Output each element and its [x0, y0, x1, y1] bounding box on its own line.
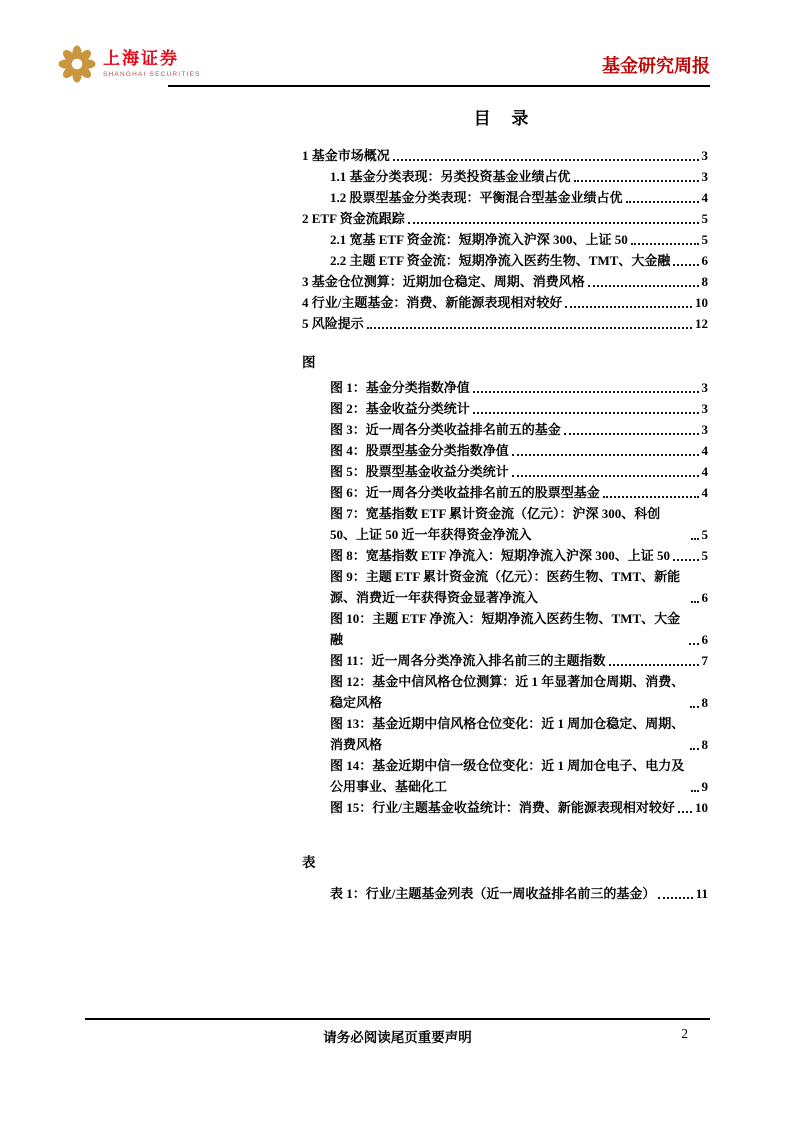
- dot-leader: [512, 475, 699, 477]
- toc-entry-page: 4: [701, 190, 708, 205]
- dot-leader: [690, 748, 699, 750]
- figure-entry-page: 8: [701, 737, 708, 752]
- footer-divider: [85, 1018, 710, 1020]
- figure-entry-page: 6: [701, 590, 708, 605]
- dot-leader: [658, 897, 692, 899]
- figure-entry-label: 图 11：近一周各分类净流入排名前三的主题指数: [330, 653, 606, 668]
- toc-entry-page: 3: [701, 148, 708, 163]
- toc-entry-label: 1.2 股票型基金分类表现：平衡混合型基金业绩占优: [330, 190, 623, 205]
- footer-row: [85, 1026, 710, 1047]
- figure-entry-label: 图 8：宽基指数 ETF 净流入：短期净流入沪深 300、上证 50: [330, 548, 671, 563]
- toc-entry-page: 10: [695, 295, 708, 310]
- figure-list: [302, 377, 708, 818]
- dot-leader: [678, 811, 692, 813]
- figure-entry-page: 4: [701, 485, 708, 500]
- table-entry-label: 表 1：行业/主题基金列表（近一周收益排名前三的基金）: [330, 886, 656, 901]
- figure-entry-page: 4: [701, 443, 708, 458]
- figure-entry: [302, 398, 708, 419]
- toc-entry-label: 5 风险提示: [302, 316, 364, 331]
- figure-entry: [302, 482, 708, 503]
- toc-entry: [302, 187, 708, 208]
- figure-entry-label: 图 12：基金中信风格仓位测算：近 1 年显著加仓周期、消费、稳定风格: [330, 674, 685, 710]
- dot-leader: [408, 222, 699, 224]
- figure-entry: [302, 419, 708, 440]
- dot-leader: [673, 559, 698, 561]
- figure-entry-page: 7: [701, 653, 708, 668]
- toc-entry: [302, 250, 708, 271]
- toc-entry-label: 4 行业/主题基金：消费、新能源表现相对较好: [302, 295, 563, 310]
- toc-entry-page: 5: [701, 211, 708, 226]
- figure-entry-label: 图 3：近一周各分类收益排名前五的基金: [330, 422, 561, 437]
- figure-entry: [302, 440, 708, 461]
- brand-name: 上海证券: [103, 49, 179, 69]
- toc-entry: [302, 313, 708, 334]
- dot-leader: [473, 391, 699, 393]
- table-list: [302, 883, 708, 904]
- brand-name-en: SHANGHAI SECURITIES: [103, 70, 201, 78]
- figure-entry: [302, 650, 708, 671]
- figure-entry-label: 图 1：基金分类指数净值: [330, 380, 470, 395]
- logo-text: [103, 50, 201, 78]
- dot-leader: [631, 243, 699, 245]
- dot-leader: [393, 159, 699, 161]
- figure-entry-label: 图 10：主题 ETF 净流入：短期净流入医药生物、TMT、大金融: [330, 611, 681, 647]
- toc-entry-label: 1 基金市场概况: [302, 148, 390, 163]
- dot-leader: [609, 664, 699, 666]
- figure-entry-page: 4: [701, 464, 708, 479]
- header-divider: [168, 85, 710, 87]
- figure-entry: [302, 566, 708, 608]
- figure-entry-label: 图 4：股票型基金分类指数净值: [330, 443, 509, 458]
- toc-entry-label: 1.1 基金分类表现：另类投资基金业绩占优: [330, 169, 571, 184]
- figure-entry-label: 图 6：近一周各分类收益排名前五的股票型基金: [330, 485, 600, 500]
- toc-entry: [302, 166, 708, 187]
- dot-leader: [603, 496, 699, 498]
- figure-entry-label: 图 13：基金近期中信风格仓位变化：近 1 周加仓稳定、周期、消费风格: [330, 716, 685, 752]
- toc-entry: [302, 292, 708, 313]
- figure-entry: [302, 608, 708, 650]
- dot-leader: [626, 201, 699, 203]
- figure-entry-page: 5: [701, 548, 708, 563]
- toc-entry-page: 5: [701, 232, 708, 247]
- dot-leader: [691, 601, 699, 603]
- dot-leader: [588, 285, 699, 287]
- report-header: [57, 44, 710, 84]
- toc-entry-page: 12: [695, 316, 708, 331]
- figure-entry-page: 8: [701, 695, 708, 710]
- figure-entry: [302, 713, 708, 755]
- table-entry-page: 11: [695, 886, 708, 901]
- footer-disclaimer: 请务必阅读尾页重要声明: [323, 1030, 472, 1045]
- dot-leader: [691, 790, 699, 792]
- figure-entry-page: 3: [701, 422, 708, 437]
- dot-leader: [689, 643, 699, 645]
- toc-title: 目 录: [473, 109, 537, 128]
- logo-flower-icon: [57, 44, 97, 84]
- figure-entry: [302, 377, 708, 398]
- figure-entry-page: 9: [701, 779, 708, 794]
- dot-leader: [673, 264, 698, 266]
- figure-entry-label: 图 5：股票型基金收益分类统计: [330, 464, 509, 479]
- toc-entry: [302, 271, 708, 292]
- dot-leader: [691, 538, 699, 540]
- figure-entry: [302, 671, 708, 713]
- toc-entry-label: 2.2 主题 ETF 资金流：短期净流入医药生物、TMT、大金融: [330, 253, 671, 268]
- figure-entry-page: 5: [701, 527, 708, 542]
- toc-section-list: [302, 145, 708, 334]
- figure-entry-page: 3: [701, 380, 708, 395]
- dot-leader: [565, 306, 692, 308]
- dot-leader: [690, 706, 699, 708]
- toc-entry-page: 6: [701, 253, 708, 268]
- dot-leader: [473, 412, 699, 414]
- figure-entry-label: 图 15：行业/主题基金收益统计：消费、新能源表现相对较好: [330, 800, 675, 815]
- dot-leader: [564, 433, 699, 435]
- figure-entry-page: 10: [695, 800, 708, 815]
- dot-leader: [512, 454, 699, 456]
- figure-entry: [302, 461, 708, 482]
- table-entry: [302, 883, 708, 904]
- toc-entry-label: 2.1 宽基 ETF 资金流：短期净流入沪深 300、上证 50: [330, 232, 628, 247]
- shanghai-securities-logo: [57, 44, 201, 84]
- toc-entry-label: 2 ETF 资金流跟踪: [302, 211, 405, 226]
- figure-entry-label: 图 14：基金近期中信一级仓位变化：近 1 周加仓电子、电力及公用事业、基础化工: [330, 758, 685, 794]
- toc-entry-label: 3 基金仓位测算：近期加仓稳定、周期、消费风格: [302, 274, 585, 289]
- figure-entry: [302, 503, 708, 545]
- figures-heading: 图: [302, 355, 316, 370]
- toc-entry-page: 8: [701, 274, 708, 289]
- table-of-contents: [302, 104, 708, 904]
- figure-entry-label: 图 2：基金收益分类统计: [330, 401, 470, 416]
- figure-entry-page: 3: [701, 401, 708, 416]
- figure-entry: [302, 755, 708, 797]
- figure-entry: [302, 797, 708, 818]
- dot-leader: [574, 180, 699, 182]
- toc-entry: [302, 208, 708, 229]
- toc-entry: [302, 229, 708, 250]
- figure-entry-label: 图 7：宽基指数 ETF 累计资金流（亿元）：沪深 300、科创 50、上证 50 近一年获得资金净流入: [330, 506, 661, 542]
- figure-entry-label: 图 9：主题 ETF 累计资金流（亿元）：医药生物、TMT、新能源、消费近一年获得资金显著净流入: [330, 569, 681, 605]
- figure-entry: [302, 545, 708, 566]
- toc-entry-page: 3: [701, 169, 708, 184]
- tables-heading: 表: [302, 855, 316, 870]
- page-number: 2: [681, 1026, 688, 1041]
- figure-entry-page: 6: [701, 632, 708, 647]
- dot-leader: [367, 327, 692, 329]
- toc-entry: [302, 145, 708, 166]
- report-type-title: 基金研究周报: [602, 56, 710, 76]
